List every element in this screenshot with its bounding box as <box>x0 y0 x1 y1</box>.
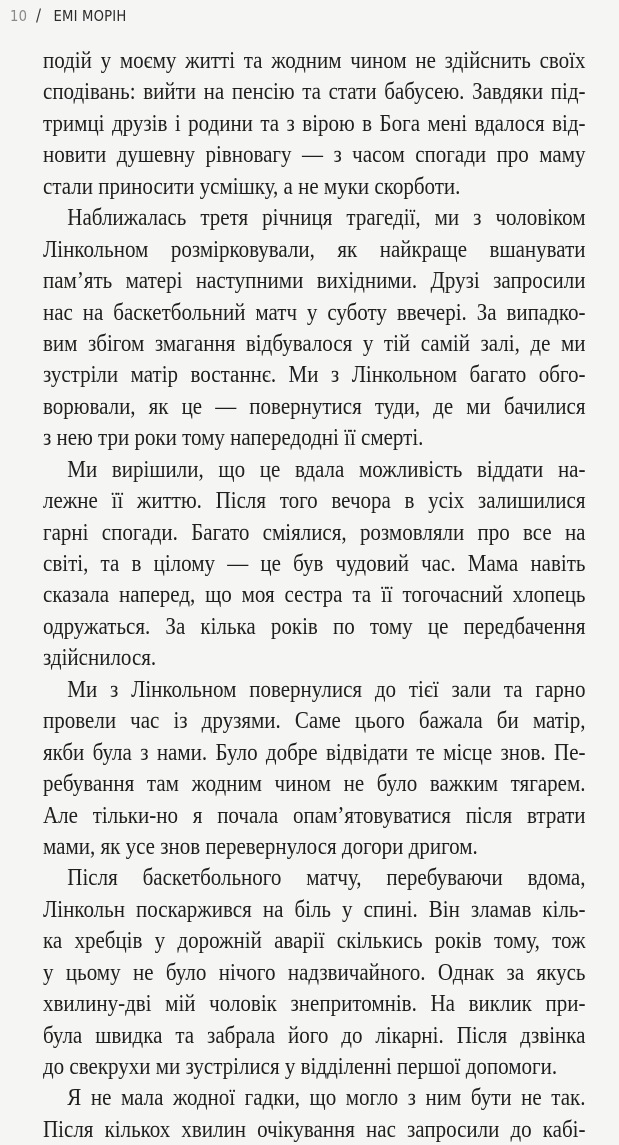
text-line: здійснилося. <box>43 644 157 672</box>
text-line: хвилину-дві мій чоловік знепритомнів. На виклик при- <box>43 990 586 1018</box>
text-line: новити душевну рівновагу — з часом спогади про маму <box>43 141 586 169</box>
text-line: якби була з нами. Було добре відвідати те місце знов. Пе- <box>43 738 586 766</box>
text-line: Ми з Лінкольном повернулися до тієї зали та гарно <box>67 675 586 703</box>
text-line: світі, та в цілому — це був чудовий час. Мама навіть <box>43 550 586 577</box>
text-line: Після баскетбольного матчу, перебуваючи вдома, <box>67 864 586 892</box>
text-line: до свекрухи ми зустрілися у відділенні першої допомоги. <box>43 1053 558 1080</box>
header-separator: / <box>35 6 42 26</box>
author-name: ЕМІ МОРІН <box>53 7 127 25</box>
text-line: зустріли матір востаннє. Ми з Лінкольном багато обго- <box>43 361 586 389</box>
text-line: мами, як усе знов перевернулося догори дригом. <box>43 832 478 860</box>
text-line: була швидка та забрала його до лікарні. Після дзвінка <box>43 1021 586 1049</box>
text-line: Лінкольном розмірковували, як найкраще вшанувати <box>43 235 586 263</box>
text-line: у цьому не було нічого надзвичайного. Однак за якусь <box>43 958 586 986</box>
text-line: ворювали, як це — повернутися туди, де ми бачилися <box>43 392 586 420</box>
text-line: Наближалась третя річниця трагедії, ми з чоловіком <box>67 204 586 232</box>
text-line: ребування там жодним чином не було важким тягарем. <box>43 770 586 798</box>
text-line: провели час із друзями. Саме цього бажала би матір, <box>43 707 586 735</box>
text-line: вим збігом змагання відбувалося у тій самій залі, де ми <box>43 329 586 357</box>
body-text <box>43 45 586 1145</box>
text-line: Але тільки-но я почала опам’ятовуватися після втрати <box>43 801 586 829</box>
text-line: гарні спогади. Багато сміялися, розмовляли про все на <box>43 518 586 546</box>
page-number: 10 <box>10 7 28 25</box>
text-line: сказала наперед, що моя сестра та її тогочасний хлопець <box>43 581 586 609</box>
text-line: сподівань: вийти на пенсію та стати бабусею. Завдяки під- <box>43 78 586 106</box>
text-line: стали приносити усмішку, а не муки скорботи. <box>43 172 461 200</box>
text-line: Лінкольн поскаржився на біль у спині. Він зламав кіль- <box>43 895 586 923</box>
text-line: лежне її життю. Після того вечора в усіх залишилися <box>43 487 586 515</box>
text-line: нас на баскетбольний матч у суботу ввечері. За випадко- <box>43 298 586 326</box>
text-line: тримці друзів і родини та з вірою в Бога мені вдалося від- <box>43 109 586 137</box>
text-line: пам’ять матері наступними вихідними. Друзі запросили <box>43 267 586 295</box>
text-line: Я не мала жодної гадки, що могло з ним бути не так. <box>67 1084 586 1112</box>
text-line: Ми вирішили, що це вдала можливість віддати на- <box>67 455 586 483</box>
text-line: ка хребців у дорожній аварії скількись років тому, тож <box>43 927 586 955</box>
text-line: подій у моєму житті та жодним чином не здійснить своїх <box>43 47 586 74</box>
text-line: з нею три роки тому напередодні її смерті. <box>43 424 424 452</box>
text-line: одружаться. За кілька років по тому це передбачення <box>43 612 586 640</box>
running-head <box>10 6 126 26</box>
text-line: Після кількох хвилин очікування нас запросили до кабі- <box>43 1115 586 1143</box>
